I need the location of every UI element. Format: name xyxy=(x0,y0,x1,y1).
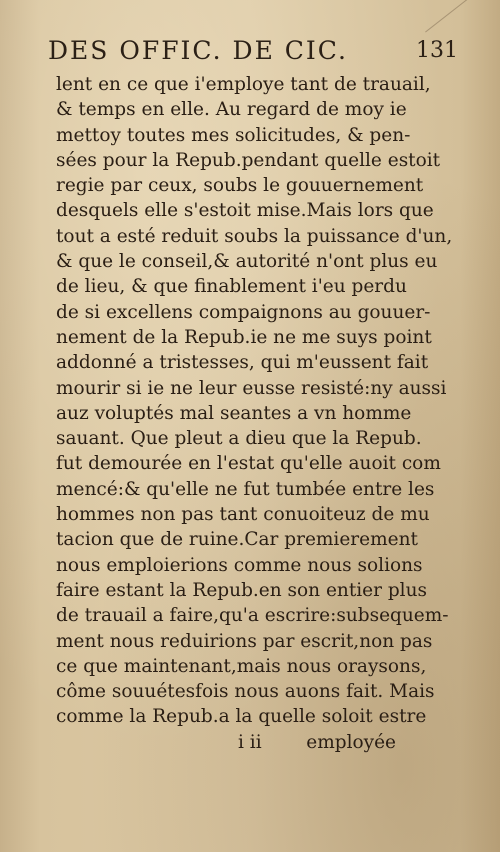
text-line: mourir si ie ne leur eusse resisté:ny aussi xyxy=(56,377,447,399)
text-line: hommes non pas tant conuoiteuz de mu xyxy=(56,504,430,526)
text-line: desquels elle s'estoit mise.Mais lors que xyxy=(56,200,434,222)
page-footer xyxy=(56,730,396,755)
text-line: côme souuétesfois nous auons fait. Mais xyxy=(56,681,435,703)
catchword: employée xyxy=(306,731,396,753)
text-line: ce que maintenant,mais nous oraysons, xyxy=(56,655,427,677)
text-line: sauant. Que pleut a dieu que la Repub. xyxy=(56,428,422,450)
text-line: regie par ceux, soubs le gouuernement xyxy=(56,175,424,197)
page-header xyxy=(48,36,458,68)
text-line: nement de la Repub.ie ne me suys point xyxy=(56,326,432,348)
page-crease xyxy=(425,0,481,32)
text-line: & que le conseil,& autorité n'ont plus eu xyxy=(56,251,438,273)
text-line: mettoy toutes mes solicitudes, & pen- xyxy=(56,124,411,146)
text-line: auz voluptés mal seantes a vn homme xyxy=(56,402,412,424)
text-line: sées pour la Repub.pendant quelle estoit xyxy=(56,149,441,171)
text-line: mencé:& qu'elle ne fut tumbée entre les xyxy=(56,478,435,500)
text-line: nous emploierions comme nous solions xyxy=(56,554,423,576)
text-line: & temps en elle. Au regard de moy ie xyxy=(56,99,407,121)
text-line: fut demourée en l'estat qu'elle auoit com xyxy=(56,453,441,475)
text-line: addonné a tristesses, qui m'eussent fait xyxy=(56,352,429,374)
text-line: de lieu, & que finablement i'eu perdu xyxy=(56,276,407,298)
text-line: de trauail a faire,qu'a escrire:subsequem- xyxy=(56,605,449,627)
page-number: 131 xyxy=(416,38,458,63)
text-line: lent en ce que i'employe tant de trauail, xyxy=(56,74,431,95)
text-line: tacion que de ruine.Car premierement xyxy=(56,529,418,551)
text-line: faire estant la Repub.en son entier plus xyxy=(56,579,428,601)
signature-mark: i ii xyxy=(238,731,262,753)
text-line: ment nous reduirions par escrit,non pas xyxy=(56,630,433,652)
running-title: DES OFFIC. DE CIC. xyxy=(48,36,348,65)
body-text xyxy=(56,72,453,755)
text-line: de si excellens compaignons au gouuer- xyxy=(56,301,431,323)
text-line: tout a esté reduit soubs la puissance d'un, xyxy=(56,225,453,247)
text-line: comme la Repub.a la quelle soloit estre xyxy=(56,706,427,728)
